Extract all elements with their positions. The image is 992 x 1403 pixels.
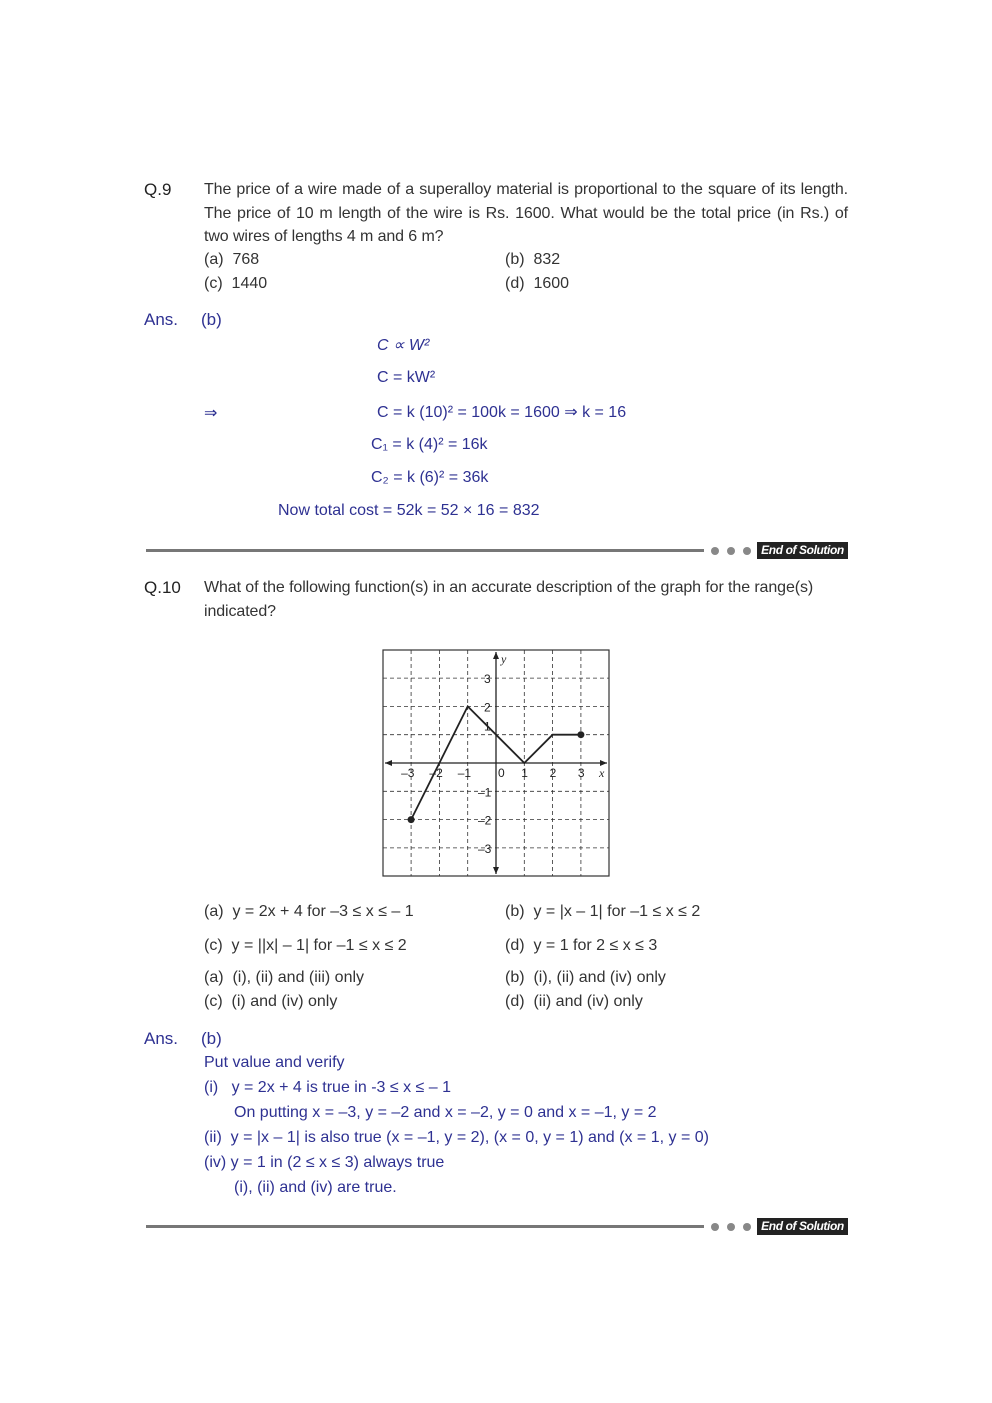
statement-text: y = |x – 1| for –1 ≤ x ≤ 2	[533, 903, 701, 920]
q10-statement-a	[204, 903, 414, 921]
option-label: (c)	[204, 993, 223, 1010]
q9-number: Q.9	[144, 180, 172, 199]
option-text: 1600	[533, 275, 570, 292]
option-text: (i), (ii) and (iii) only	[232, 969, 365, 986]
solution-intro: Put value and verify	[204, 1054, 345, 1071]
divider	[146, 1225, 704, 1228]
endpoint-marker	[577, 731, 584, 738]
q10-question-text: What of the following function(s) in an accurate description of the graph for the range(s) indicated?	[204, 579, 814, 620]
divider	[146, 549, 704, 552]
option-label: (b)	[505, 251, 525, 268]
x-tick-label: 2	[549, 766, 557, 780]
solution-total: Now total cost = 52k = 52 × 16 = 832	[278, 502, 540, 519]
q9-option-c	[204, 275, 267, 293]
item-text: y = 2x + 4 is true in -3 ≤ x ≤ – 1	[231, 1079, 451, 1096]
solution-line: C = k (10)² = 100k = 1600 ⇒ k = 16	[377, 404, 627, 421]
solution-line: C₁ = k (4)² = 16k	[371, 436, 488, 453]
solution-item-i	[204, 1079, 451, 1097]
solution-line: C ∝ W²	[377, 337, 430, 354]
option-label: (d)	[505, 993, 525, 1010]
solution-line: C₂ = k (6)² = 36k	[371, 469, 489, 486]
statement-label: (d)	[505, 937, 525, 954]
q10-answer-label: Ans.	[144, 1029, 179, 1048]
option-label: (a)	[204, 251, 224, 268]
y-axis-arrow-down	[493, 867, 499, 874]
statement-label: (c)	[204, 937, 223, 954]
item-text: y = |x – 1| is also true (x = –1, y = 2), (x = 0, y = 1) and (x = 1, y = 0)	[230, 1129, 709, 1146]
solution-conclusion: (i), (ii) and (iv) are true.	[234, 1179, 397, 1196]
q9-option-b	[505, 251, 560, 269]
statement-label: (b)	[505, 903, 525, 920]
option-text: (ii) and (iv) only	[533, 993, 643, 1010]
q10-option-a	[204, 969, 364, 987]
x-tick-label: 1	[521, 766, 528, 780]
q9-option-d	[505, 275, 569, 293]
y-axis-arrow-up	[493, 652, 499, 659]
y-tick-label: 1	[484, 719, 491, 734]
function-graph	[380, 646, 614, 880]
q9-answer-label: Ans.	[144, 310, 179, 329]
endpoint-marker	[408, 816, 415, 823]
q10-statement-b	[505, 903, 700, 921]
y-tick-label: –1	[478, 785, 492, 800]
divider-dot	[711, 547, 719, 555]
option-text: (i), (ii) and (iv) only	[533, 969, 666, 986]
solution-line: On putting x = –3, y = –2 and x = –2, y = 0 and x = –1, y = 2	[234, 1104, 657, 1121]
item-label: (i)	[204, 1079, 219, 1096]
solution-item-ii	[204, 1129, 709, 1147]
item-label: (iv)	[204, 1154, 227, 1171]
statement-text: y = 2x + 4 for –3 ≤ x ≤ – 1	[232, 903, 414, 920]
divider-dot	[743, 1223, 751, 1231]
x-tick-label: –1	[457, 766, 472, 780]
y-axis-label: y	[501, 652, 507, 666]
option-text: 832	[533, 251, 561, 268]
q10-number: Q.10	[144, 578, 181, 597]
q10-option-b	[505, 969, 666, 987]
divider-dot	[743, 547, 751, 555]
end-of-solution-badge: End of Solution	[757, 542, 848, 559]
q10-option-d	[505, 993, 643, 1011]
y-tick-label: –2	[478, 813, 492, 828]
y-tick-label: 2	[484, 700, 491, 715]
q10-statement-d	[505, 937, 657, 955]
option-text: 1440	[231, 275, 268, 292]
option-text: 768	[232, 251, 260, 268]
solution-item-iv	[204, 1154, 444, 1172]
q10-option-c	[204, 993, 337, 1011]
x-tick-label: –3	[401, 766, 415, 780]
divider-dot	[727, 547, 735, 555]
q9-answer: (b)	[201, 310, 222, 329]
divider-dot	[727, 1223, 735, 1231]
q9-option-a	[204, 251, 259, 269]
x-axis-label: x	[599, 766, 605, 780]
item-text: y = 1 in (2 ≤ x ≤ 3) always true	[230, 1154, 445, 1171]
q9-question-text: The price of a wire made of a superalloy material is proportional to the square of its length. The price of 10 m length of the wire is Rs. 1600. What would be the total price (in Rs.) of two wires of lengths 4 m and 6 m?	[204, 181, 848, 245]
x-tick-label: –2	[429, 766, 443, 780]
statement-text: y = 1 for 2 ≤ x ≤ 3	[533, 937, 658, 954]
x-axis-arrow-left	[385, 760, 392, 766]
option-label: (b)	[505, 969, 525, 986]
divider-dot	[711, 1223, 719, 1231]
x-tick-label: 3	[577, 766, 585, 780]
q10-answer: (b)	[201, 1029, 222, 1048]
end-of-solution-badge: End of Solution	[757, 1218, 848, 1235]
y-tick-label: 3	[484, 672, 491, 687]
implies-symbol: ⇒	[204, 405, 218, 422]
q10-statement-c	[204, 937, 407, 955]
statement-text: y = ||x| – 1| for –1 ≤ x ≤ 2	[231, 937, 407, 954]
option-label: (c)	[204, 275, 223, 292]
option-text: (i) and (iv) only	[231, 993, 338, 1010]
y-tick-label: –3	[478, 841, 492, 856]
option-label: (d)	[505, 275, 525, 292]
item-label: (ii)	[204, 1129, 222, 1146]
solution-line: C = kW²	[377, 369, 436, 386]
x-tick-label: 0	[498, 766, 505, 780]
statement-label: (a)	[204, 903, 224, 920]
option-label: (a)	[204, 969, 224, 986]
